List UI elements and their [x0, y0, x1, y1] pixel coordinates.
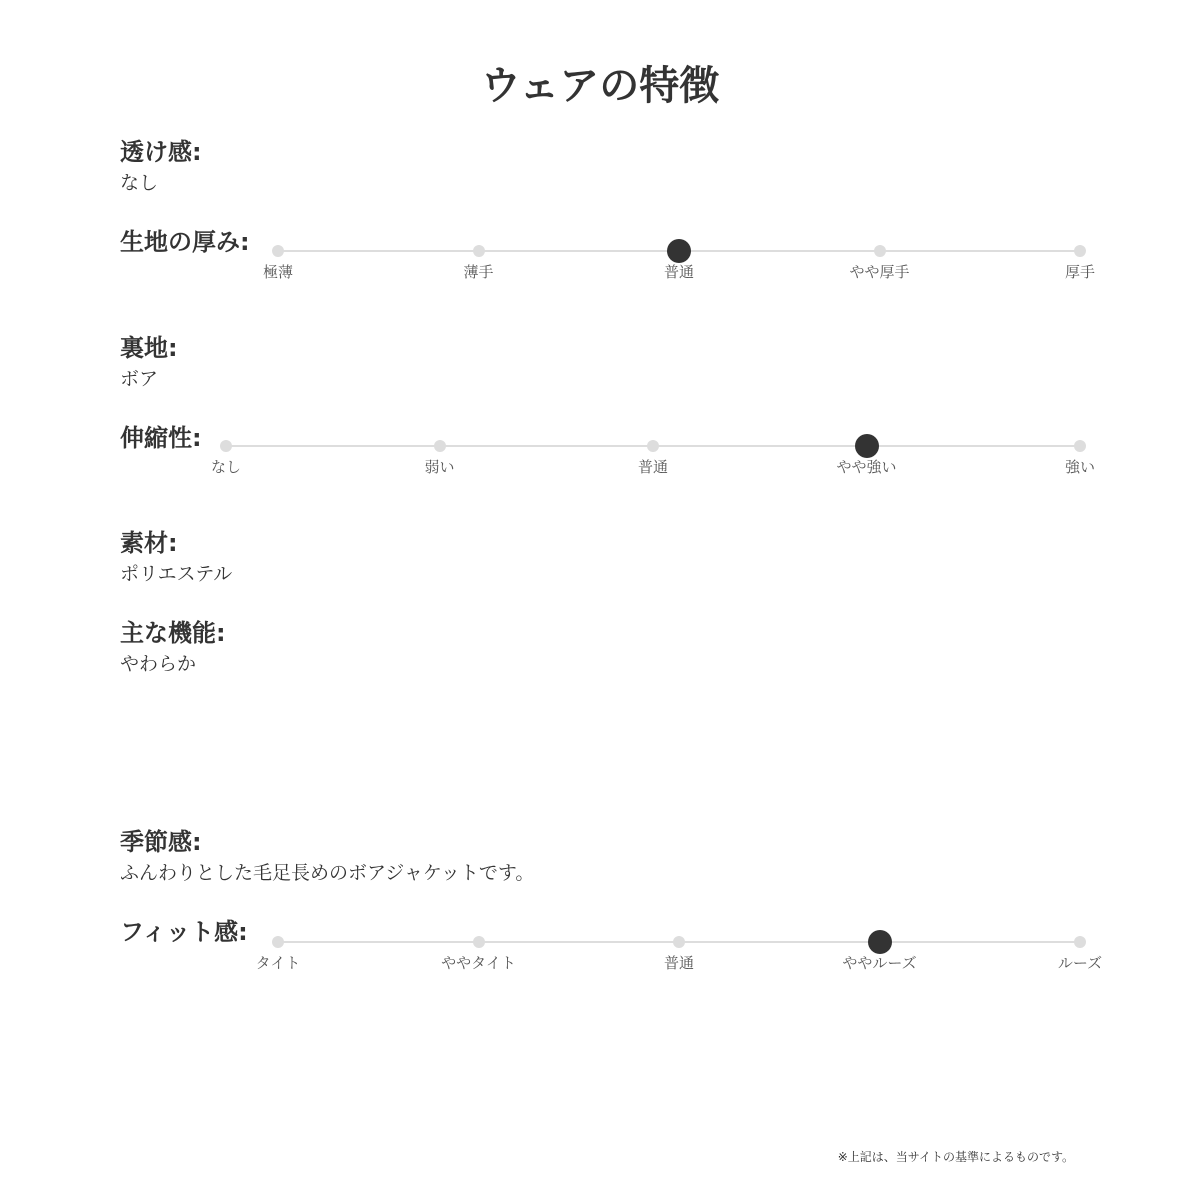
fit-dot-2: [673, 936, 685, 948]
transparency-value: なし: [120, 172, 159, 194]
thickness-option-0: 極薄: [262, 263, 293, 281]
stretch-dot-1: [434, 440, 446, 452]
season-label: 季節感:: [120, 828, 202, 856]
thickness-option-1: 薄手: [463, 263, 494, 281]
stretch-option-2: 普通: [637, 458, 668, 476]
stretch-dot-2: [647, 440, 659, 452]
thickness-option-4: 厚手: [1064, 263, 1095, 281]
stretch-dot-0: [220, 440, 232, 452]
stretch-option-3: やや強い: [836, 458, 897, 476]
functions-value: やわらか: [120, 653, 197, 675]
lining-value: ボア: [120, 368, 159, 390]
fit-dot-1: [473, 936, 485, 948]
material-label: 素材:: [120, 529, 178, 557]
thickness-dot-0: [272, 245, 284, 257]
thickness-scale: [262, 240, 1095, 300]
stretch-scale: [210, 435, 1095, 495]
stretch-option-1: 弱い: [424, 458, 455, 476]
stretch-selected-indicator: [855, 434, 879, 458]
fit-option-2: 普通: [663, 954, 694, 972]
fit-selected-indicator: [868, 930, 892, 954]
fit-option-0: タイト: [255, 954, 301, 972]
fit-label: フィット感:: [120, 918, 248, 946]
fit-option-4: ルーズ: [1057, 954, 1103, 972]
thickness-option-2: 普通: [663, 263, 694, 281]
thickness-label: 生地の厚み:: [120, 228, 250, 256]
thickness-option-3: やや厚手: [849, 263, 910, 281]
page-title: ウェアの特徴: [480, 63, 720, 109]
stretch-option-4: 強い: [1064, 458, 1095, 476]
thickness-dot-4: [1074, 245, 1086, 257]
thickness-selected-indicator: [667, 239, 691, 263]
fit-dot-4: [1074, 936, 1086, 948]
stretch-label: 伸縮性:: [120, 424, 202, 452]
thickness-dot-1: [473, 245, 485, 257]
fit-scale: [255, 931, 1103, 991]
stretch-option-0: なし: [210, 458, 241, 476]
thickness-dot-3: [874, 245, 886, 257]
fit-option-1: ややタイト: [441, 954, 516, 972]
fit-dot-0: [272, 936, 284, 948]
fit-option-3: ややルーズ: [842, 954, 917, 972]
functions-label: 主な機能:: [120, 619, 226, 647]
season-value: ふんわりとした毛足長めのボアジャケットです。: [120, 862, 535, 884]
transparency-label: 透け感:: [120, 138, 202, 166]
material-value: ポリエステル: [120, 563, 233, 585]
footnote: ※上記は、当サイトの基準によるものです。: [837, 1150, 1074, 1164]
lining-label: 裏地:: [120, 334, 178, 362]
stretch-dot-4: [1074, 440, 1086, 452]
